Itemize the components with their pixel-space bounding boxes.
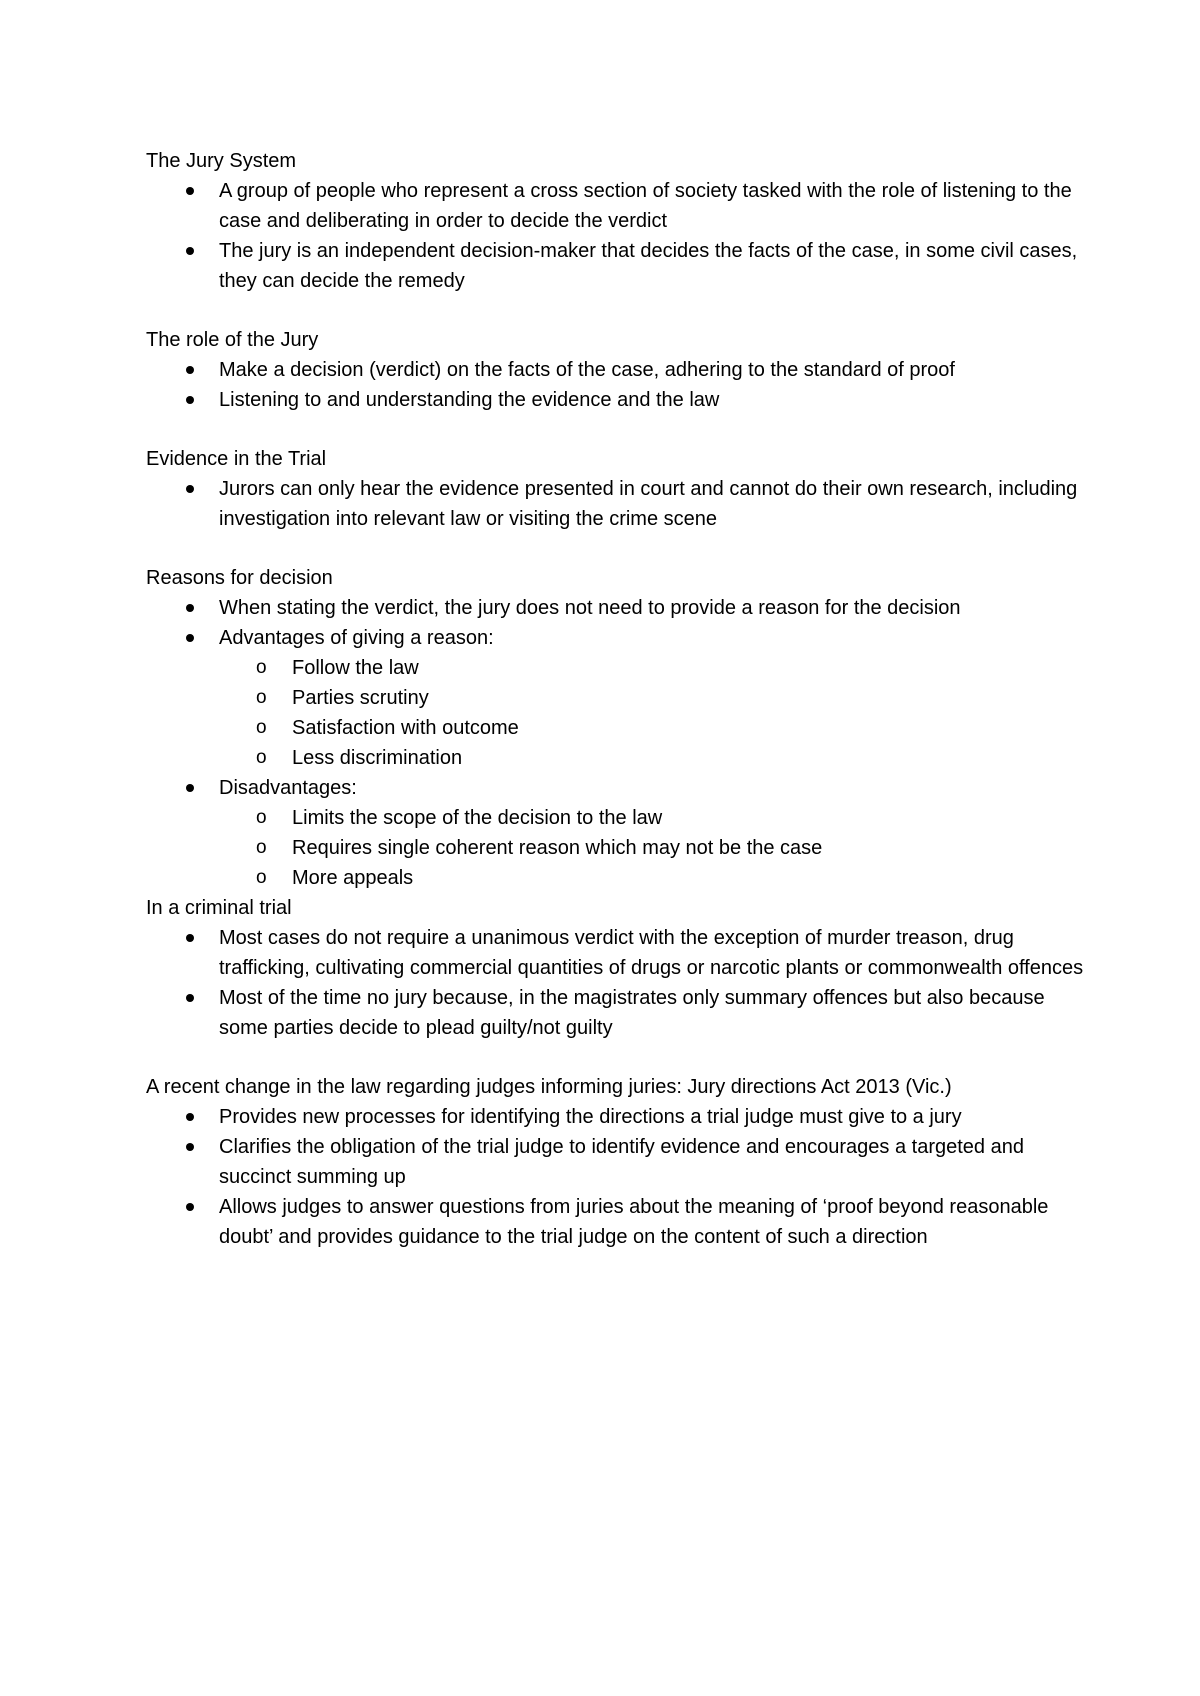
section-jury-directions-act [146,1072,1086,1252]
bullet-icon [186,1203,194,1211]
list-item [146,355,1086,385]
list-item [146,176,1086,236]
bullet-list [146,355,1086,415]
sub-list [219,653,1086,773]
list-item-text: Clarifies the obligation of the trial judge to identify evidence and encourages a targeted and succinct summing up [219,1136,1024,1188]
circle-bullet-icon: o [256,867,267,888]
section-heading: Evidence in the Trial [146,448,327,470]
sub-list-item-text: Follow the law [292,657,419,679]
circle-bullet-icon: o [256,717,267,738]
section-heading: Reasons for decision [146,567,333,589]
list-item [146,593,1086,623]
sub-list-item-text: Parties scrutiny [292,687,429,709]
sub-list-item [219,713,1086,743]
list-item [146,474,1086,534]
list-item-text: Most cases do not require a unanimous verdict with the exception of murder treason, drug trafficking, cultivating commercial quantities of drugs or narcotic plants or commonwealth offences [219,927,1084,979]
circle-bullet-icon: o [256,657,267,678]
list-item-text: Provides new processes for identifying the directions a trial judge must give to a jury [219,1106,962,1128]
bullet-list [146,176,1086,296]
sub-list-item [219,653,1086,683]
bullet-icon [186,187,194,195]
bullet-icon [186,247,194,255]
bullet-icon [186,934,194,942]
section-reasons-for-decision [146,563,1086,893]
sub-list-item [219,863,1086,893]
section-heading: The Jury System [146,150,297,172]
bullet-icon [186,485,194,493]
bullet-icon [186,366,194,374]
sub-list-item [219,803,1086,833]
section-evidence-in-trial [146,444,1086,534]
list-item-text: Disadvantages: [219,777,357,799]
list-item-text: A group of people who represent a cross section of society tasked with the role of listening to the case and deliberating in order to decide the verdict [219,180,1072,232]
list-item-text: Most of the time no jury because, in the magistrates only summary offences but also because some parties decide to plead guilty/not guilty [219,987,1045,1039]
circle-bullet-icon: o [256,687,267,708]
sub-list-item [219,743,1086,773]
circle-bullet-icon: o [256,837,267,858]
sub-list-item-text: Limits the scope of the decision to the law [292,807,663,829]
sub-list-item [219,683,1086,713]
list-item [146,773,1086,893]
circle-bullet-icon: o [256,807,267,828]
bullet-icon [186,396,194,404]
sub-list-item [219,833,1086,863]
bullet-icon [186,784,194,792]
bullet-icon [186,994,194,1002]
bullet-list [146,593,1086,893]
sub-list-item-text: Satisfaction with outcome [292,717,519,739]
bullet-icon [186,1143,194,1151]
list-item [146,1132,1086,1192]
sub-list-item-text: Requires single coherent reason which may not be the case [292,837,823,859]
section-jury-system [146,146,1086,296]
list-item [146,1102,1086,1132]
sub-list-item-text: More appeals [292,867,414,889]
bullet-icon [186,604,194,612]
section-heading: The role of the Jury [146,329,319,351]
list-item-text: Make a decision (verdict) on the facts of the case, adhering to the standard of proof [219,359,955,381]
section-criminal-trial [146,893,1086,1043]
circle-bullet-icon: o [256,747,267,768]
list-item [146,385,1086,415]
document-page [146,146,1086,1252]
sub-list [219,803,1086,893]
list-item-text: Listening to and understanding the evidence and the law [219,389,720,411]
sub-list-item-text: Less discrimination [292,747,463,769]
list-item-text: Allows judges to answer questions from juries about the meaning of ‘proof beyond reasonable doubt’ and provides guidance to the trial judge on the content of such a direction [219,1196,1049,1248]
list-item-text: The jury is an independent decision-maker that decides the facts of the case, in some civil cases, they can decide the remedy [219,240,1078,292]
list-item-text: When stating the verdict, the jury does not need to provide a reason for the decision [219,597,961,619]
bullet-icon [186,1113,194,1121]
list-item [146,1192,1086,1252]
section-role-of-jury [146,325,1086,415]
list-item [146,623,1086,773]
list-item [146,236,1086,296]
bullet-list [146,474,1086,534]
bullet-list [146,923,1086,1043]
list-item [146,923,1086,983]
section-heading: A recent change in the law regarding judges informing juries: Jury directions Act 2013 (Vic.) [146,1076,952,1098]
bullet-icon [186,634,194,642]
section-heading: In a criminal trial [146,897,292,919]
list-item-text: Jurors can only hear the evidence presented in court and cannot do their own research, including investigation into relevant law or visiting the crime scene [219,478,1078,530]
list-item-text: Advantages of giving a reason: [219,627,494,649]
bullet-list [146,1102,1086,1252]
list-item [146,983,1086,1043]
